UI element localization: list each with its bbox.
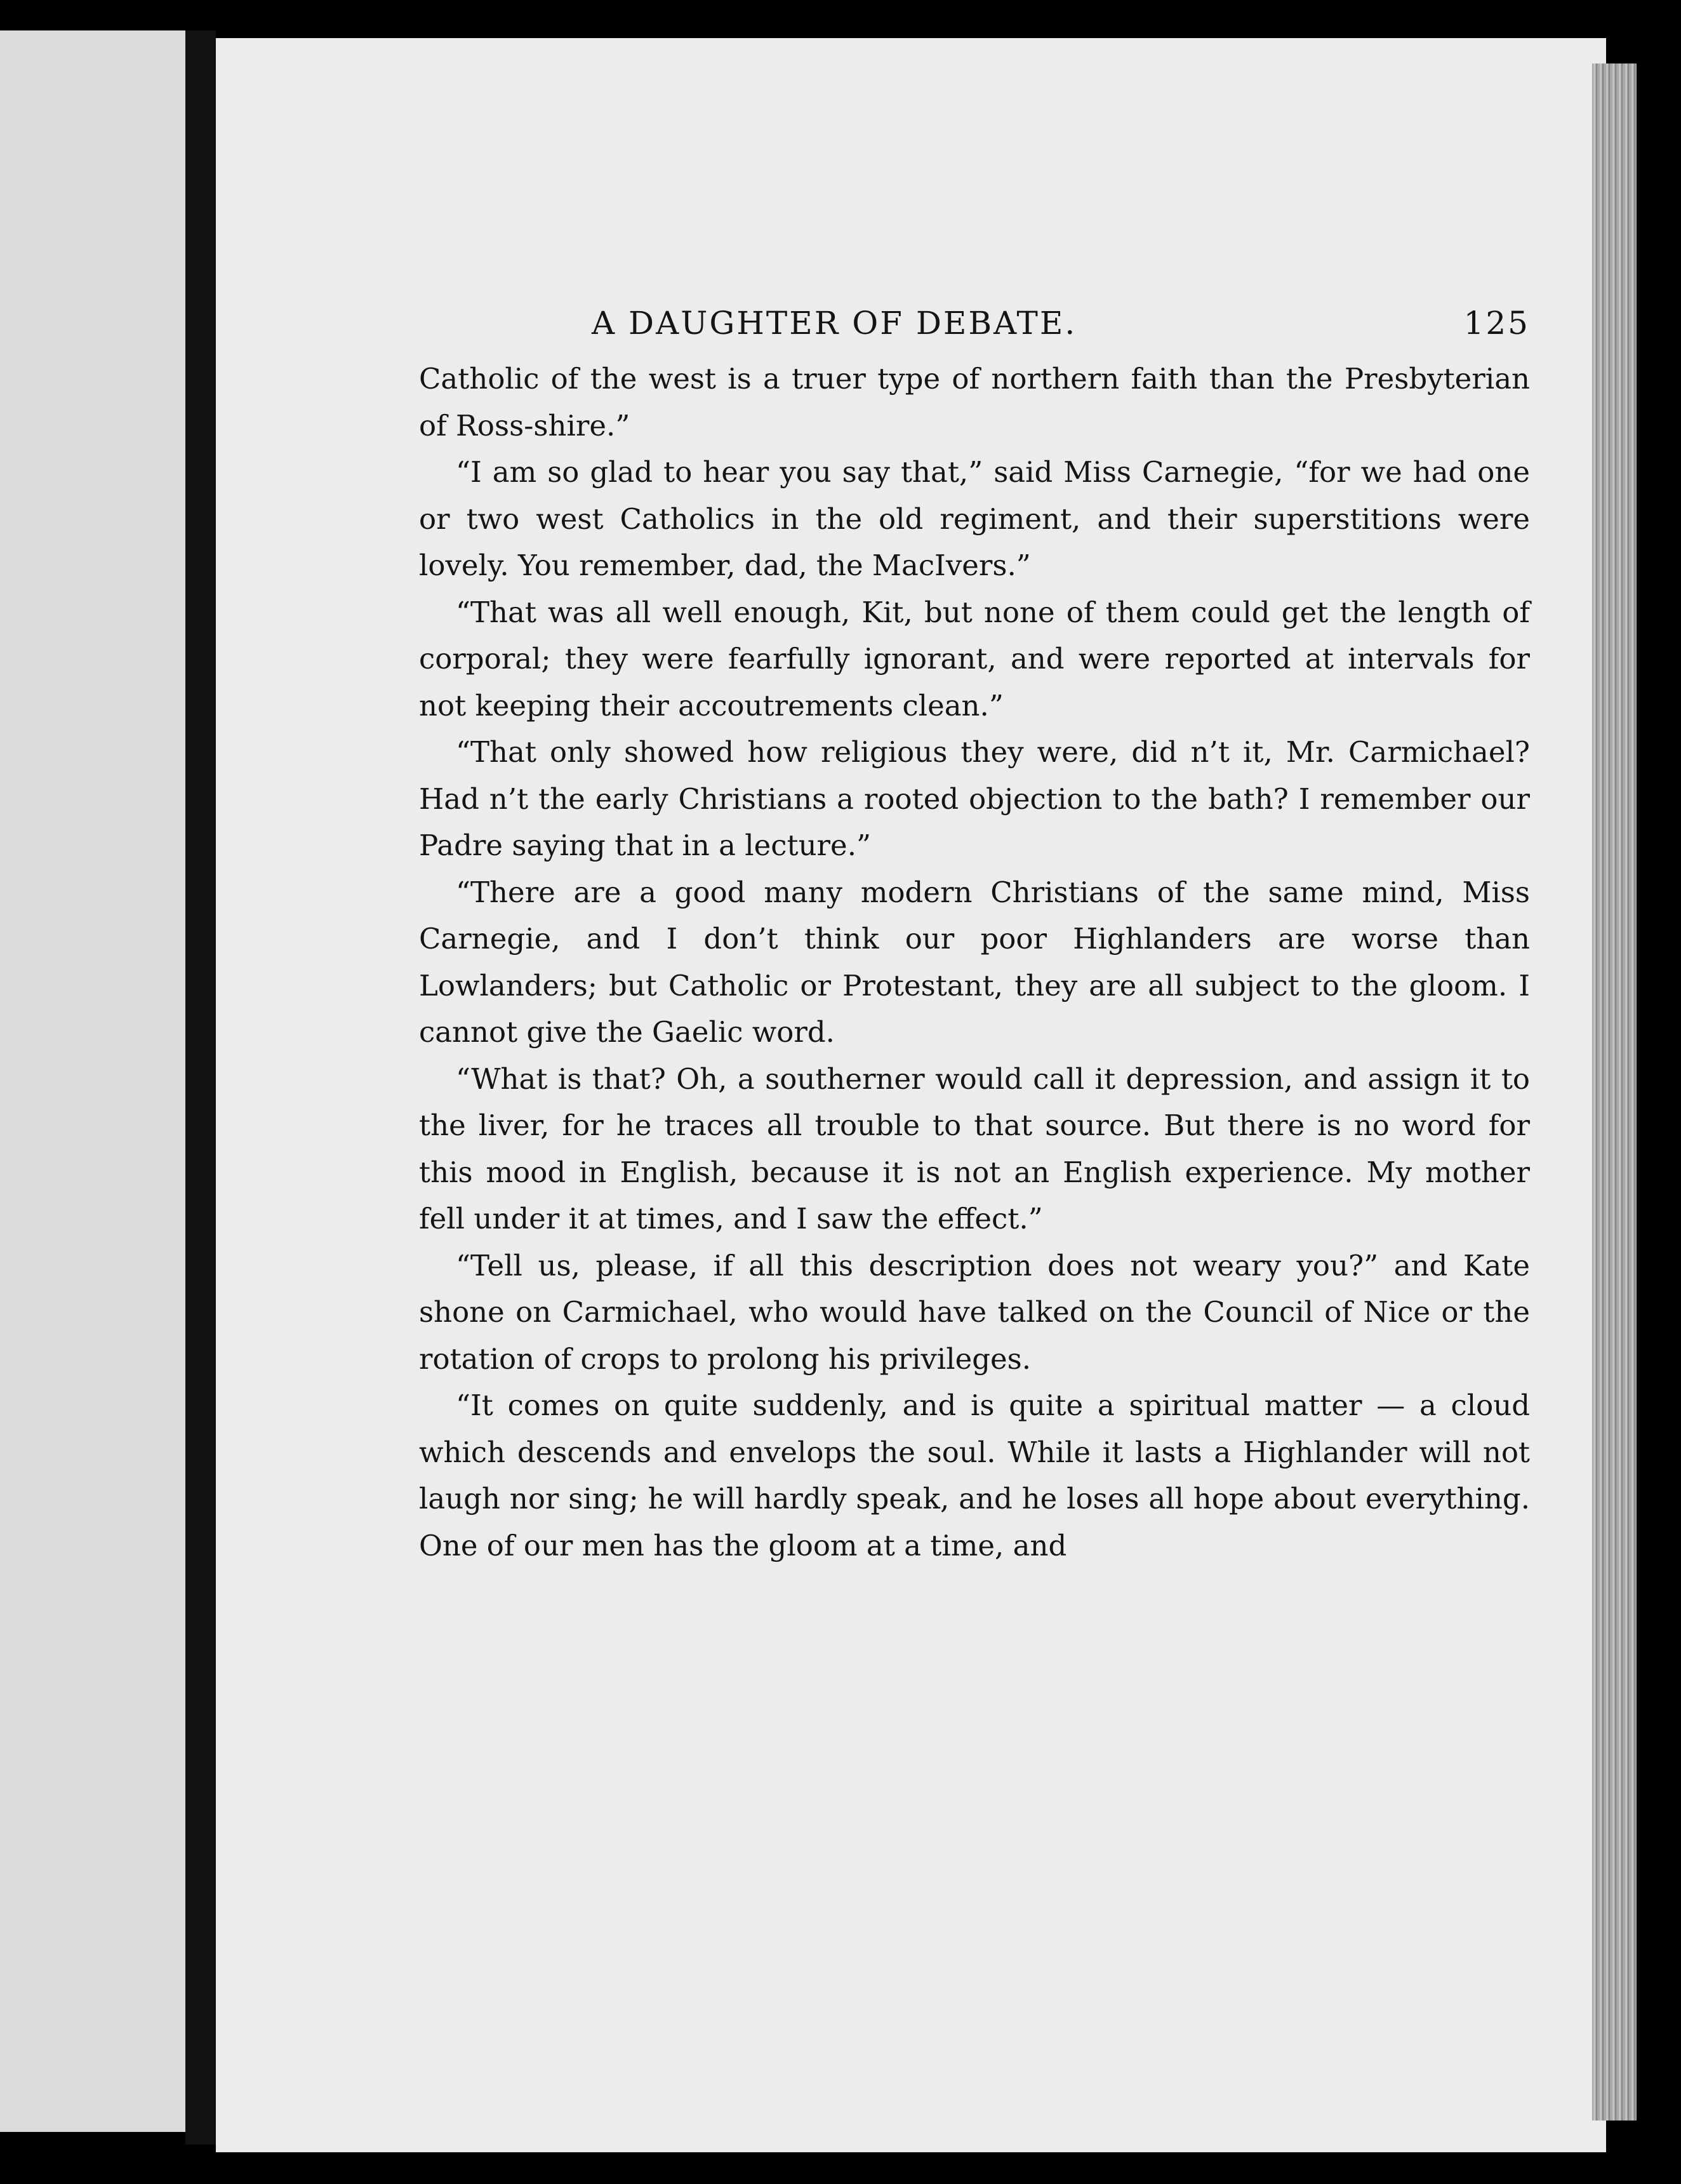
paragraph: “That was all well enough, Kit, but none of them could get the length of corporal; they were fearfully ignorant, and were reported at intervals for not keeping their accoutrements clean.” xyxy=(419,595,1530,722)
left-page-edge xyxy=(0,30,189,2132)
paragraph: “There are a good many modern Christians of the same mind, Miss Carnegie, and I don’t think our poor Highlanders are worse than Lowlanders; but Catholic or Protestant, they are all subject to the gloom. I cannot give the Gaelic word. xyxy=(419,875,1530,1049)
paragraph: “What is that? Oh, a southerner would call it depression, and assign it to the liver, for he traces all trouble to that source. But there is no word for this mood in English, because it is not an English experience. My mother fell under it at times, and I saw the effect.” xyxy=(419,1062,1530,1235)
paragraph-continued: Catholic of the west is a truer type of northern faith than the Presbyterian of Ross-shire.” xyxy=(419,362,1530,443)
page-content xyxy=(419,305,1530,1569)
paragraph: “I am so glad to hear you say that,” said Miss Carnegie, “for we had one or two west Catholics in the old regiment, and their superstitions were lovely. You remember, dad, the MacIvers.” xyxy=(419,455,1530,582)
page-number: 125 xyxy=(1463,305,1530,342)
running-title: A DAUGHTER OF DEBATE. xyxy=(592,305,1077,342)
body-text xyxy=(419,356,1530,1569)
running-head xyxy=(419,305,1530,356)
book-gutter xyxy=(185,30,216,2145)
paragraph: “Tell us, please, if all this description does not weary you?” and Kate shone on Carmichael, who would have talked on the Council of Nice or the rotation of crops to prolong his privileges. xyxy=(419,1248,1530,1376)
paragraph: “It comes on quite suddenly, and is quite a spiritual matter — a cloud which descends and envelops the soul. While it lasts a Highlander will not laugh nor sing; he will hardly speak, and he loses all hope about everything. One of our men has the gloom at a time, and xyxy=(419,1388,1530,1562)
paragraph: “That only showed how religious they were, did n’t it, Mr. Carmichael? Had n’t the early Christians a rooted objection to the bath? I remember our Padre saying that in a lecture.” xyxy=(419,735,1530,862)
page-edge-stack xyxy=(1592,63,1637,2121)
right-page xyxy=(216,38,1606,2152)
